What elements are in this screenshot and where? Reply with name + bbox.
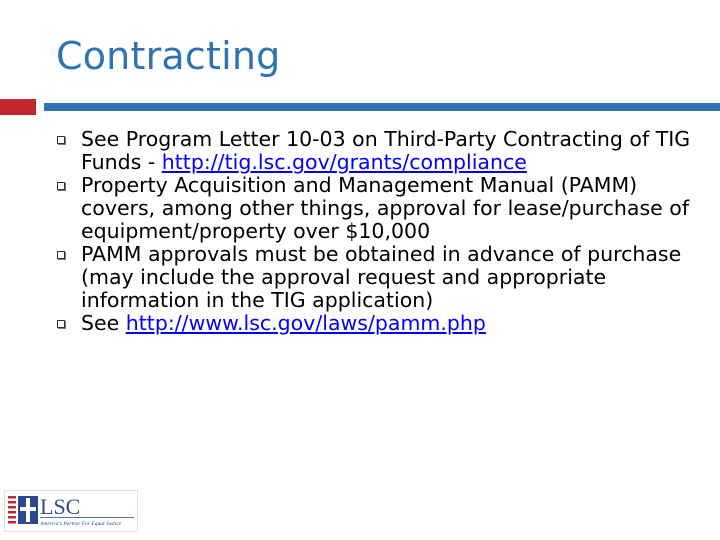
bullet-text: PAMM approvals must be obtained in advance of purchase (may include the approval request and appropriate information in the TIG application) [81, 242, 682, 312]
bullet-item [57, 174, 707, 243]
title-rule-red-accent [0, 99, 36, 115]
program-letter-link[interactable]: http://tig.lsc.gov/grants/compliance [161, 150, 527, 174]
title-rule-blue-bar [44, 103, 720, 111]
svg-text:America's Partner For Equal Ju: America's Partner For Equal Justice [40, 521, 122, 527]
bullet-item [57, 312, 707, 335]
bullet-text: Property Acquisition and Management Manual (PAMM) covers, among other things, approval for lease/purchase of equipment/property over $10,000 [81, 173, 690, 243]
bullet-text: See [81, 311, 126, 335]
lsc-logo-icon [4, 490, 138, 532]
checkbox-bullet-icon [57, 320, 65, 328]
checkbox-bullet-icon [57, 136, 65, 144]
bullet-list [57, 128, 707, 335]
bullet-item [57, 243, 707, 312]
slide-title: Contracting [56, 34, 281, 78]
pamm-link[interactable]: http://www.lsc.gov/laws/pamm.php [125, 311, 486, 335]
bullet-item [57, 128, 707, 174]
lsc-logo [4, 490, 138, 532]
bullet-text: See Program Letter 10-03 on Third-Party Contracting of TIG Funds - [81, 127, 691, 174]
checkbox-bullet-icon [57, 251, 65, 259]
svg-text:LSC: LSC [40, 494, 81, 519]
checkbox-bullet-icon [57, 182, 65, 190]
